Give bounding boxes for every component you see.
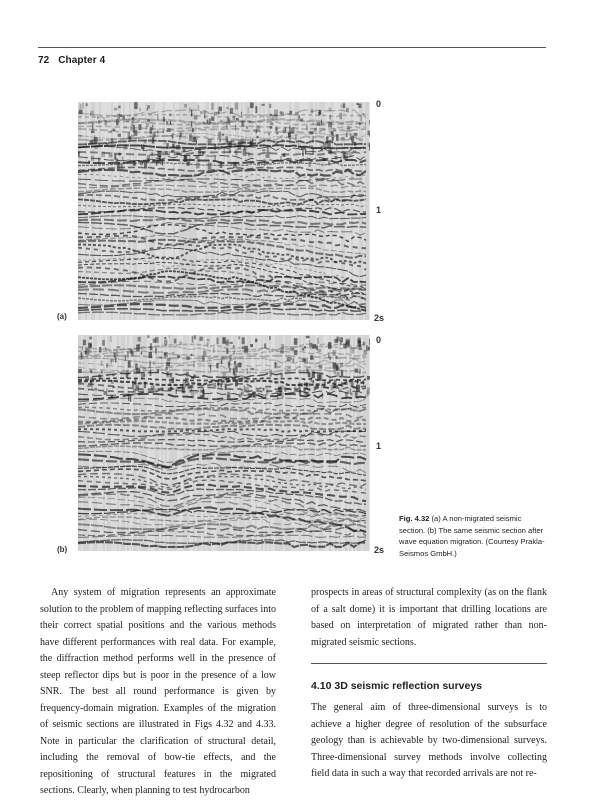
- seismic-traces: [78, 335, 370, 551]
- section-rule: [311, 663, 547, 664]
- section-heading: 4.10 3D seismic reflection surveys: [311, 680, 483, 692]
- left-column: [40, 585, 276, 800]
- panel-a-label: (a): [57, 312, 67, 321]
- seismic-section-a: [78, 102, 370, 320]
- panel-a-tick-0: 0: [376, 99, 382, 109]
- body-paragraph-right: prospects in areas of structural complexity (as on the flank of a salt dome) it is important that drilling locations are based on interpretation of migrated rather than non-migrated seismic sections.: [311, 587, 547, 648]
- figure-number: Fig. 4.32: [399, 514, 430, 523]
- body-paragraph-left: Any system of migration represents an approximate solution to the problem of mapping reflecting surfaces into their correct spatial positions and the various methods have different performances with real data. For example, the diffraction method performs well in the presence of steep reflector dips but is poor in the presence of a low SNR. The best all round performance is given by frequency-domain migration. Examples of the migration of seismic sections are illustrated in Figs 4.32 and 4.33. Note in particular the clarification of structural detail, including the removal of bow-tie effects, and the repositioning of structural features in the migrated sections. Clearly, when planning to test hydrocarbon: [40, 587, 276, 796]
- panel-b-tick-2s: 2s: [374, 545, 385, 555]
- right-column: [311, 585, 547, 651]
- panel-b-tick-0: 0: [376, 335, 382, 345]
- running-header: [38, 55, 105, 66]
- chapter-title: Chapter 4: [58, 55, 106, 66]
- figure-caption-text: (a) A non-migrated seismic section. (b) The same seismic section after wave equation migration. (Courtesy Prakla-Seismos GmbH.): [399, 514, 545, 558]
- panel-a-tick-2s: 2s: [374, 313, 385, 323]
- figure-caption: [399, 513, 549, 559]
- panel-b-tick-1: 1: [376, 441, 382, 451]
- section-paragraph: The general aim of three-dimensional surveys is to achieve a higher degree of resolution of the subsurface geology than is achievable by two-dimensional surveys. Three-dimensional survey methods involve collecting field data in such a way that recorded arrivals are not re-: [311, 702, 547, 779]
- seismic-traces: [78, 102, 370, 320]
- seismic-section-b: [78, 335, 370, 551]
- page-number: 72: [38, 55, 50, 66]
- panel-a-tick-1: 1: [376, 205, 382, 215]
- header-rule: [38, 47, 546, 48]
- panel-b-label: (b): [57, 545, 68, 554]
